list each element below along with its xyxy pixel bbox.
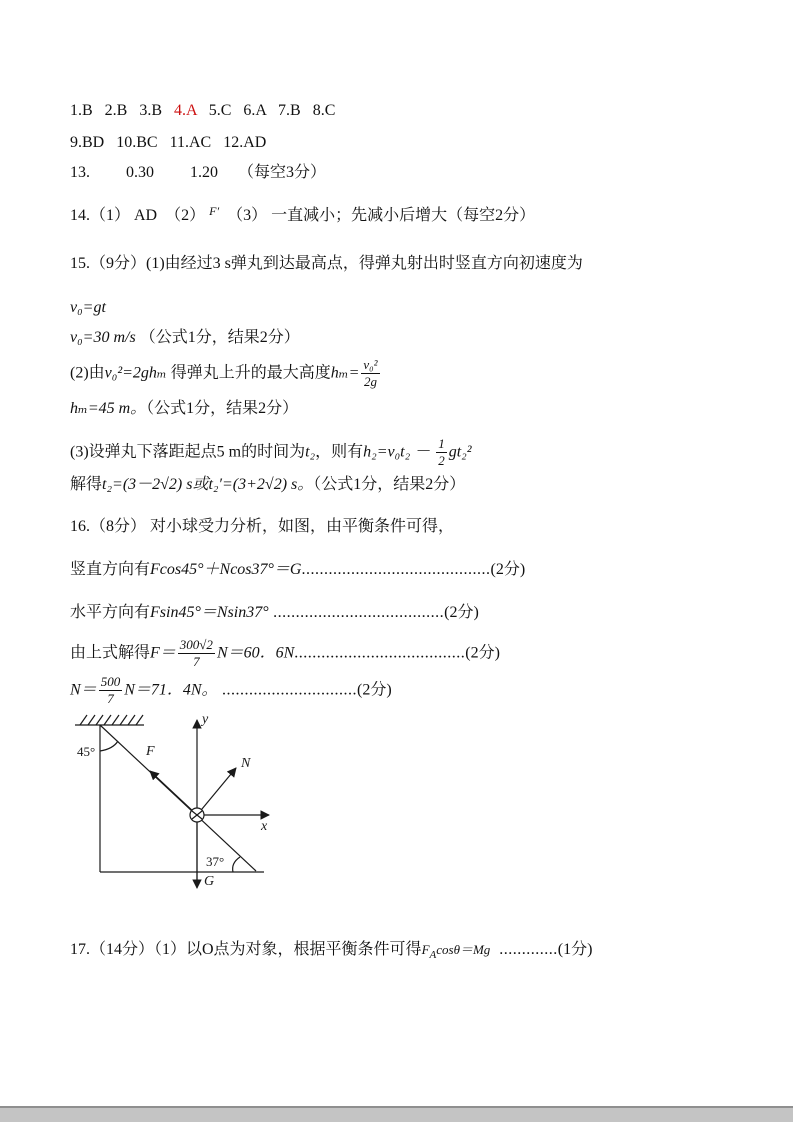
q16-h-formula: Fsin45°＝Nsin37° — [150, 604, 269, 621]
q16-v-score: (2分) — [490, 561, 526, 578]
q16-f-formula-2: N＝60．6N — [216, 644, 295, 662]
q16-f-pre: 由上式解得 — [70, 644, 151, 662]
q15-eq1-formula: v₀=gt — [70, 299, 106, 316]
angle-37-arc — [233, 857, 240, 872]
q16-v-formula: Fcos45°＋Ncos37°＝G — [150, 561, 302, 578]
fraction-denominator: 2g — [363, 374, 377, 390]
q14-text-pre: 14.（1） AD （2） — [70, 207, 210, 224]
dot-leader: .......................................... — [301, 561, 491, 578]
q17-score: (1分) — [557, 941, 593, 958]
q15-s3-formula: h₂=v₀t₂ － — [363, 442, 435, 460]
q15-equation-2 — [70, 325, 738, 351]
force-f-label: F — [146, 744, 155, 759]
q15-s3r-pre: 解得 — [70, 476, 103, 493]
question-15-intro — [70, 251, 738, 277]
dot-leader: .............................. — [217, 680, 358, 698]
dot-leader: ...................................... — [268, 604, 445, 621]
q15-s2r-note: （公式1分，结果2分） — [146, 399, 299, 417]
dot-leader: ............. — [490, 941, 558, 958]
q16-n-formula-2: N＝71．4N。 — [124, 680, 218, 698]
q16-horizontal-equation — [70, 600, 738, 626]
q15-s3-mid: ，则有 — [315, 442, 364, 460]
answer-4-highlighted: 4.A — [174, 102, 197, 119]
angle-45-label: 45° — [77, 744, 96, 759]
q15-step-3-result — [70, 472, 738, 498]
q15-eq2-note: （公式1分，结果2分） — [135, 329, 300, 346]
q15-equation-1 — [70, 295, 738, 321]
q16-n-fraction — [99, 674, 123, 708]
q15-s3-fraction — [436, 436, 447, 470]
q14-text-post: （3） 一直减小；先减小后增大（每空2分） — [219, 207, 536, 224]
q16-force-n-result — [70, 674, 738, 708]
q16-h-score: (2分) — [444, 604, 479, 621]
answers-9-12: 9.BD 10.BC 11.AC 12.AD — [70, 134, 267, 151]
ball-icon — [190, 808, 204, 822]
q16-vertical-equation — [70, 557, 738, 583]
gravity-g-label: G — [204, 874, 215, 889]
q15-intro-text: 15.（9分）(1)由经过3 s弹丸到达最高点，得弹丸射出时竖直方向初速度为 — [70, 255, 583, 272]
q16-h-pre: 水平方向有 — [70, 604, 151, 621]
q15-s2-formula-2: hₘ= — [330, 364, 360, 382]
page-bottom-edge — [0, 1106, 793, 1122]
q17-formula-subscript: A — [429, 949, 437, 961]
q16-f-score: (2分) — [465, 644, 500, 662]
normal-vector — [197, 768, 236, 815]
force-diagram-svg — [70, 707, 322, 907]
x-axis-label: x — [261, 819, 268, 834]
question-17-answer — [70, 937, 738, 968]
angle-37-label: 37° — [206, 854, 225, 869]
q15-step-3 — [70, 436, 738, 470]
q15-s2-formula: v₀²=2ghₘ — [104, 364, 167, 382]
question-14-answer — [70, 198, 738, 229]
q15-s3-pre: (3)设弹丸下落距起点5 m的时间为 — [70, 442, 306, 460]
q14-f-prime: F′ — [209, 204, 220, 218]
question-16-intro — [70, 514, 738, 540]
q17-formula-rest: cosθ＝Mg — [436, 942, 491, 957]
q15-s3-var: t₂ — [305, 442, 316, 460]
fraction-numerator: 1 — [436, 436, 447, 453]
fraction-denominator: 7 — [107, 690, 114, 706]
answers-row-1 — [70, 98, 738, 124]
q15-s3r-formula: t₂=(3－2√2) s或t₂′=(3+2√2) s。 — [102, 476, 314, 493]
force-diagram — [70, 707, 738, 907]
dot-leader: ...................................... — [294, 644, 466, 662]
q13-text: 13. 0.30 1.20 （每空3分） — [70, 164, 327, 181]
q15-step-2 — [70, 357, 738, 391]
fraction-denominator: 2 — [438, 452, 445, 468]
q15-eq2-formula: v₀=30 m/s — [70, 329, 136, 346]
q15-s3-formula-2: gt₂² — [448, 442, 472, 460]
normal-n-label: N — [241, 756, 251, 771]
q15-s3r-note: （公式1分，结果2分） — [313, 476, 466, 493]
q16-f-formula: F＝ — [150, 644, 176, 662]
q15-s2-pre: (2)由 — [70, 364, 105, 382]
q15-step-2-result — [70, 396, 738, 422]
y-axis-label: y — [202, 712, 209, 727]
question-13-answer — [70, 160, 738, 186]
answers-row-2 — [70, 130, 738, 156]
fraction-numerator: 300√2 — [178, 637, 215, 654]
q16-v-pre: 竖直方向有 — [70, 561, 151, 578]
fraction-denominator: 7 — [193, 654, 200, 670]
answers-1-3: 1.B 2.B 3.B — [70, 102, 175, 119]
tension-vector — [150, 771, 197, 815]
q16-n-formula: N＝ — [70, 680, 97, 698]
q17-pre: 17.（14分）（1）以O点为对象，根据平衡条件可得 — [70, 941, 422, 958]
q16-n-score: (2分) — [357, 680, 392, 698]
fraction-numerator: 500 — [99, 674, 123, 691]
q15-s2-mid: 得弹丸上升的最大高度 — [166, 364, 331, 382]
angle-45-arc — [100, 741, 118, 751]
q15-s2r-formula: hₘ=45 m。 — [70, 399, 147, 417]
q16-force-f-result — [70, 637, 738, 671]
fraction-numerator: v₀² — [361, 357, 379, 374]
ceiling-hatching — [75, 715, 144, 725]
answers-5-8: 5.C 6.A 7.B 8.C — [196, 102, 336, 119]
q17-formula-base: F — [421, 942, 430, 957]
q15-s2-fraction — [361, 357, 379, 391]
q16-intro-text: 16.（8分） 对小球受力分析，如图，由平衡条件可得， — [70, 518, 455, 535]
q16-f-fraction — [178, 637, 215, 671]
